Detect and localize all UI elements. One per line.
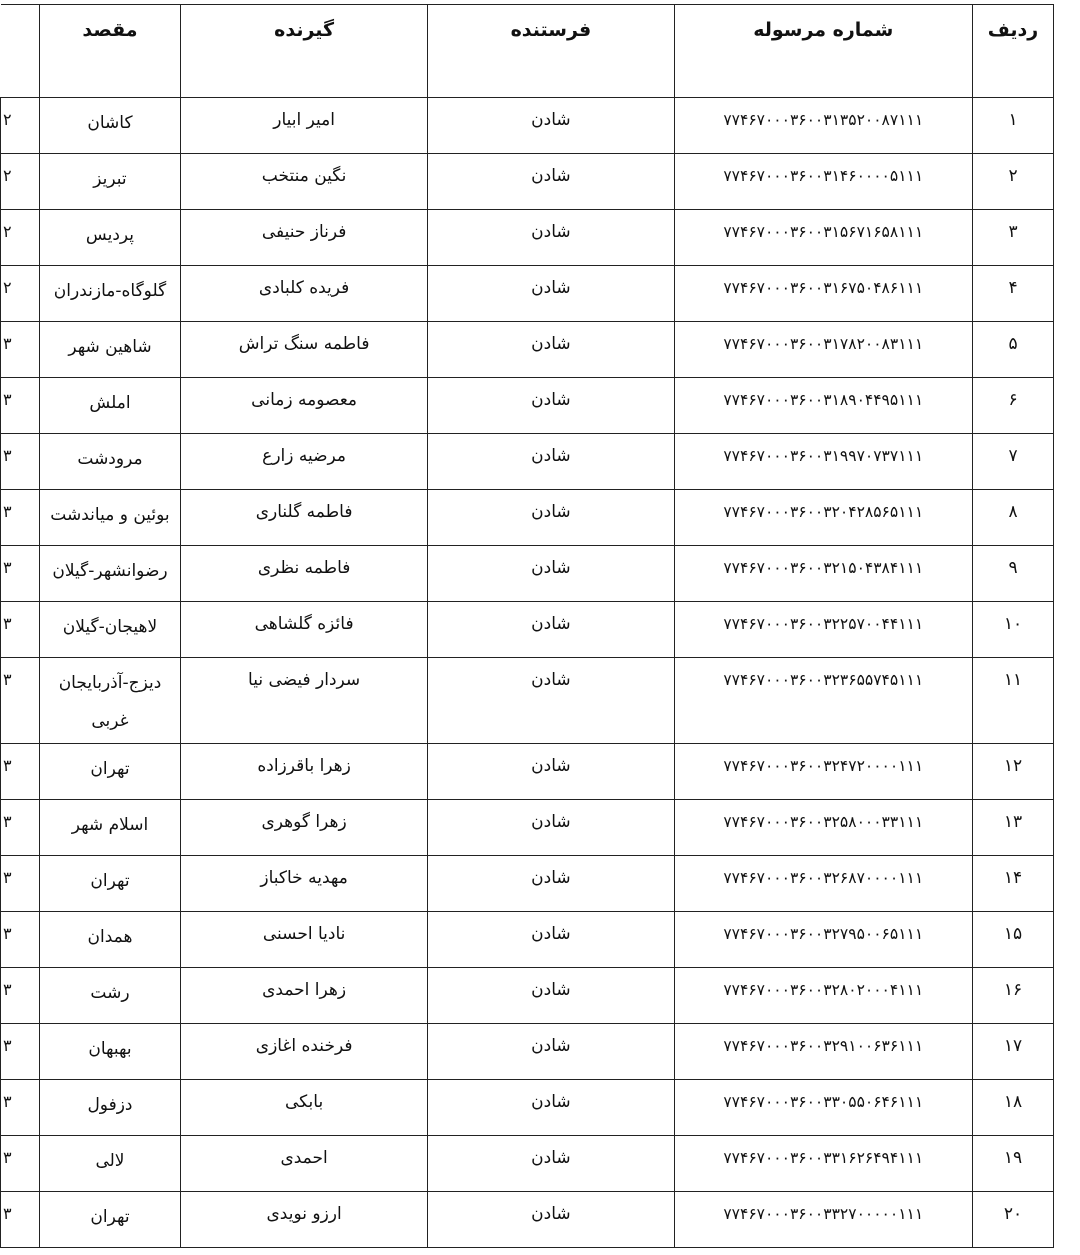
cell-destination: بهبهان xyxy=(40,1024,181,1080)
cell-row-number: ۱۶ xyxy=(973,968,1054,1024)
cell-sender: شادن xyxy=(428,968,674,1024)
cell-sender: شادن xyxy=(428,744,674,800)
cell-destination: کاشان xyxy=(40,98,181,154)
table-row xyxy=(1,434,1054,490)
cell-receiver: فاطمه گلناری xyxy=(180,490,427,546)
header-sender: فرستنده xyxy=(428,5,674,98)
cell-sender: شادن xyxy=(428,378,674,434)
cell-sender: شادن xyxy=(428,856,674,912)
cell-tracking-number: ۷۷۴۶۷۰۰۰۳۶۰۰۳۱۶۷۵۰۴۸۶۱۱۱ xyxy=(674,266,973,322)
cell-destination: املش xyxy=(40,378,181,434)
cell-tracking-number: ۷۷۴۶۷۰۰۰۳۶۰۰۳۱۹۹۷۰۷۳۷۱۱۱ xyxy=(674,434,973,490)
cell-receiver: سردار فیضی نیا xyxy=(180,658,427,744)
cell-receiver: نادیا احسنی xyxy=(180,912,427,968)
cell-cut-column: ۳ xyxy=(1,490,40,546)
cell-destination: گلوگاه-مازندران xyxy=(40,266,181,322)
cell-row-number: ۱۹ xyxy=(973,1136,1054,1192)
table-row xyxy=(1,658,1054,744)
cell-destination: پردیس xyxy=(40,210,181,266)
table-row xyxy=(1,602,1054,658)
cell-cut-column: ۳ xyxy=(1,1192,40,1248)
shipments-table xyxy=(0,4,1054,1248)
cell-receiver: مهدیه خاکباز xyxy=(180,856,427,912)
cell-receiver: احمدی xyxy=(180,1136,427,1192)
table-row xyxy=(1,912,1054,968)
cell-cut-column: ۳ xyxy=(1,546,40,602)
cell-tracking-number: ۷۷۴۶۷۰۰۰۳۶۰۰۳۲۳۶۵۵۷۴۵۱۱۱ xyxy=(674,658,973,744)
cell-cut-column: ۳ xyxy=(1,1024,40,1080)
cell-cut-column: ۲ xyxy=(1,266,40,322)
cell-sender: شادن xyxy=(428,98,674,154)
cell-destination: تبریز xyxy=(40,154,181,210)
cell-tracking-number: ۷۷۴۶۷۰۰۰۳۶۰۰۳۳۲۷۰۰۰۰۰۱۱۱ xyxy=(674,1192,973,1248)
cell-sender: شادن xyxy=(428,1136,674,1192)
cell-receiver: معصومه زمانی xyxy=(180,378,427,434)
cell-cut-column: ۳ xyxy=(1,322,40,378)
cell-sender: شادن xyxy=(428,210,674,266)
table-row xyxy=(1,546,1054,602)
cell-receiver: فاطمه سنگ تراش xyxy=(180,322,427,378)
cell-receiver: فاطمه نظری xyxy=(180,546,427,602)
table-row xyxy=(1,1080,1054,1136)
table-row xyxy=(1,378,1054,434)
cell-row-number: ۱۴ xyxy=(973,856,1054,912)
cell-cut-column: ۳ xyxy=(1,658,40,744)
cell-destination: همدان xyxy=(40,912,181,968)
header-receiver: گیرنده xyxy=(180,5,427,98)
cell-receiver: بابکی xyxy=(180,1080,427,1136)
cell-sender: شادن xyxy=(428,658,674,744)
cell-receiver: زهرا گوهری xyxy=(180,800,427,856)
header-row xyxy=(1,5,1054,98)
header-destination: مقصد xyxy=(40,5,181,98)
cell-tracking-number: ۷۷۴۶۷۰۰۰۳۶۰۰۳۲۵۸۰۰۰۳۳۱۱۱ xyxy=(674,800,973,856)
cell-receiver: مرضیه زارع xyxy=(180,434,427,490)
cell-receiver: زهرا باقرزاده xyxy=(180,744,427,800)
cell-row-number: ۷ xyxy=(973,434,1054,490)
cell-tracking-number: ۷۷۴۶۷۰۰۰۳۶۰۰۳۳۰۵۵۰۶۴۶۱۱۱ xyxy=(674,1080,973,1136)
cell-destination: دیزج-آذربایجان غربی xyxy=(40,658,181,744)
cell-tracking-number: ۷۷۴۶۷۰۰۰۳۶۰۰۳۱۳۵۲۰۰۸۷۱۱۱ xyxy=(674,98,973,154)
cell-row-number: ۱۰ xyxy=(973,602,1054,658)
cell-sender: شادن xyxy=(428,1192,674,1248)
cell-tracking-number: ۷۷۴۶۷۰۰۰۳۶۰۰۳۲۲۵۷۰۰۴۴۱۱۱ xyxy=(674,602,973,658)
cell-destination: شاهین شهر xyxy=(40,322,181,378)
cell-sender: شادن xyxy=(428,1080,674,1136)
cell-destination: رضوانشهر-گیلان xyxy=(40,546,181,602)
cell-row-number: ۱۷ xyxy=(973,1024,1054,1080)
cell-destination: بوئین و میاندشت xyxy=(40,490,181,546)
cell-cut-column: ۳ xyxy=(1,1080,40,1136)
header-tracking-number: شماره مرسوله xyxy=(674,5,973,98)
cell-cut-column: ۳ xyxy=(1,602,40,658)
cell-tracking-number: ۷۷۴۶۷۰۰۰۳۶۰۰۳۲۱۵۰۴۳۸۴۱۱۱ xyxy=(674,546,973,602)
cell-row-number: ۲ xyxy=(973,154,1054,210)
table-row xyxy=(1,968,1054,1024)
table-row xyxy=(1,1192,1054,1248)
cell-cut-column: ۳ xyxy=(1,744,40,800)
table-row xyxy=(1,800,1054,856)
cell-tracking-number: ۷۷۴۶۷۰۰۰۳۶۰۰۳۱۷۸۲۰۰۸۳۱۱۱ xyxy=(674,322,973,378)
cell-row-number: ۵ xyxy=(973,322,1054,378)
cell-cut-column: ۳ xyxy=(1,968,40,1024)
table-row xyxy=(1,856,1054,912)
cell-cut-column: ۳ xyxy=(1,378,40,434)
cell-sender: شادن xyxy=(428,434,674,490)
cell-cut-column: ۳ xyxy=(1,434,40,490)
table-row xyxy=(1,744,1054,800)
cell-row-number: ۴ xyxy=(973,266,1054,322)
cell-sender: شادن xyxy=(428,546,674,602)
table-row xyxy=(1,1136,1054,1192)
cell-row-number: ۳ xyxy=(973,210,1054,266)
cell-row-number: ۲۰ xyxy=(973,1192,1054,1248)
cell-receiver: ارزو نویدی xyxy=(180,1192,427,1248)
cell-row-number: ۱۳ xyxy=(973,800,1054,856)
cell-destination: مرودشت xyxy=(40,434,181,490)
cell-cut-column: ۳ xyxy=(1,1136,40,1192)
cell-row-number: ۱۱ xyxy=(973,658,1054,744)
cell-tracking-number: ۷۷۴۶۷۰۰۰۳۶۰۰۳۳۱۶۲۶۴۹۴۱۱۱ xyxy=(674,1136,973,1192)
cell-row-number: ۱۵ xyxy=(973,912,1054,968)
table-row xyxy=(1,322,1054,378)
table-row xyxy=(1,98,1054,154)
cell-cut-column: ۳ xyxy=(1,912,40,968)
cell-tracking-number: ۷۷۴۶۷۰۰۰۳۶۰۰۳۲۴۷۲۰۰۰۰۱۱۱ xyxy=(674,744,973,800)
header-cut-column xyxy=(1,5,40,98)
cell-receiver: زهرا احمدی xyxy=(180,968,427,1024)
cell-row-number: ۱ xyxy=(973,98,1054,154)
cell-sender: شادن xyxy=(428,266,674,322)
cell-row-number: ۱۲ xyxy=(973,744,1054,800)
cell-destination: تهران xyxy=(40,1192,181,1248)
cell-cut-column: ۳ xyxy=(1,800,40,856)
cell-sender: شادن xyxy=(428,800,674,856)
next-row-edge xyxy=(0,1248,1080,1255)
cell-receiver: امیر ابیار xyxy=(180,98,427,154)
cell-tracking-number: ۷۷۴۶۷۰۰۰۳۶۰۰۳۱۸۹۰۴۴۹۵۱۱۱ xyxy=(674,378,973,434)
cell-cut-column: ۲ xyxy=(1,154,40,210)
cell-destination: اسلام شهر xyxy=(40,800,181,856)
cell-destination: لاهیجان-گیلان xyxy=(40,602,181,658)
cell-row-number: ۸ xyxy=(973,490,1054,546)
cell-row-number: ۶ xyxy=(973,378,1054,434)
cell-cut-column: ۲ xyxy=(1,98,40,154)
cell-sender: شادن xyxy=(428,912,674,968)
table-row xyxy=(1,490,1054,546)
cell-tracking-number: ۷۷۴۶۷۰۰۰۳۶۰۰۳۲۷۹۵۰۰۶۵۱۱۱ xyxy=(674,912,973,968)
cell-cut-column: ۲ xyxy=(1,210,40,266)
cell-sender: شادن xyxy=(428,602,674,658)
cell-receiver: فرخنده اغازی xyxy=(180,1024,427,1080)
cell-destination: لالی xyxy=(40,1136,181,1192)
cell-receiver: فائزه گلشاهی xyxy=(180,602,427,658)
cell-tracking-number: ۷۷۴۶۷۰۰۰۳۶۰۰۳۱۴۶۰۰۰۰۵۱۱۱ xyxy=(674,154,973,210)
table-row xyxy=(1,154,1054,210)
cell-destination: دزفول xyxy=(40,1080,181,1136)
cell-row-number: ۹ xyxy=(973,546,1054,602)
cell-receiver: فرناز حنیفی xyxy=(180,210,427,266)
cell-tracking-number: ۷۷۴۶۷۰۰۰۳۶۰۰۳۲۹۱۰۰۶۳۶۱۱۱ xyxy=(674,1024,973,1080)
cell-destination: رشت xyxy=(40,968,181,1024)
cell-sender: شادن xyxy=(428,1024,674,1080)
cell-destination: تهران xyxy=(40,744,181,800)
cell-sender: شادن xyxy=(428,154,674,210)
cell-tracking-number: ۷۷۴۶۷۰۰۰۳۶۰۰۳۲۶۸۷۰۰۰۰۱۱۱ xyxy=(674,856,973,912)
cell-sender: شادن xyxy=(428,322,674,378)
cell-receiver: نگین منتخب xyxy=(180,154,427,210)
table-row xyxy=(1,1024,1054,1080)
cell-cut-column: ۳ xyxy=(1,856,40,912)
cell-destination: تهران xyxy=(40,856,181,912)
cell-tracking-number: ۷۷۴۶۷۰۰۰۳۶۰۰۳۲۸۰۲۰۰۰۴۱۱۱ xyxy=(674,968,973,1024)
table-row xyxy=(1,266,1054,322)
table-body xyxy=(1,98,1054,1248)
table-row xyxy=(1,210,1054,266)
cell-receiver: فریده کلبادی xyxy=(180,266,427,322)
cell-row-number: ۱۸ xyxy=(973,1080,1054,1136)
cell-tracking-number: ۷۷۴۶۷۰۰۰۳۶۰۰۳۲۰۴۲۸۵۶۵۱۱۱ xyxy=(674,490,973,546)
cell-sender: شادن xyxy=(428,490,674,546)
cell-tracking-number: ۷۷۴۶۷۰۰۰۳۶۰۰۳۱۵۶۷۱۶۵۸۱۱۱ xyxy=(674,210,973,266)
header-row-number: ردیف xyxy=(973,5,1054,98)
